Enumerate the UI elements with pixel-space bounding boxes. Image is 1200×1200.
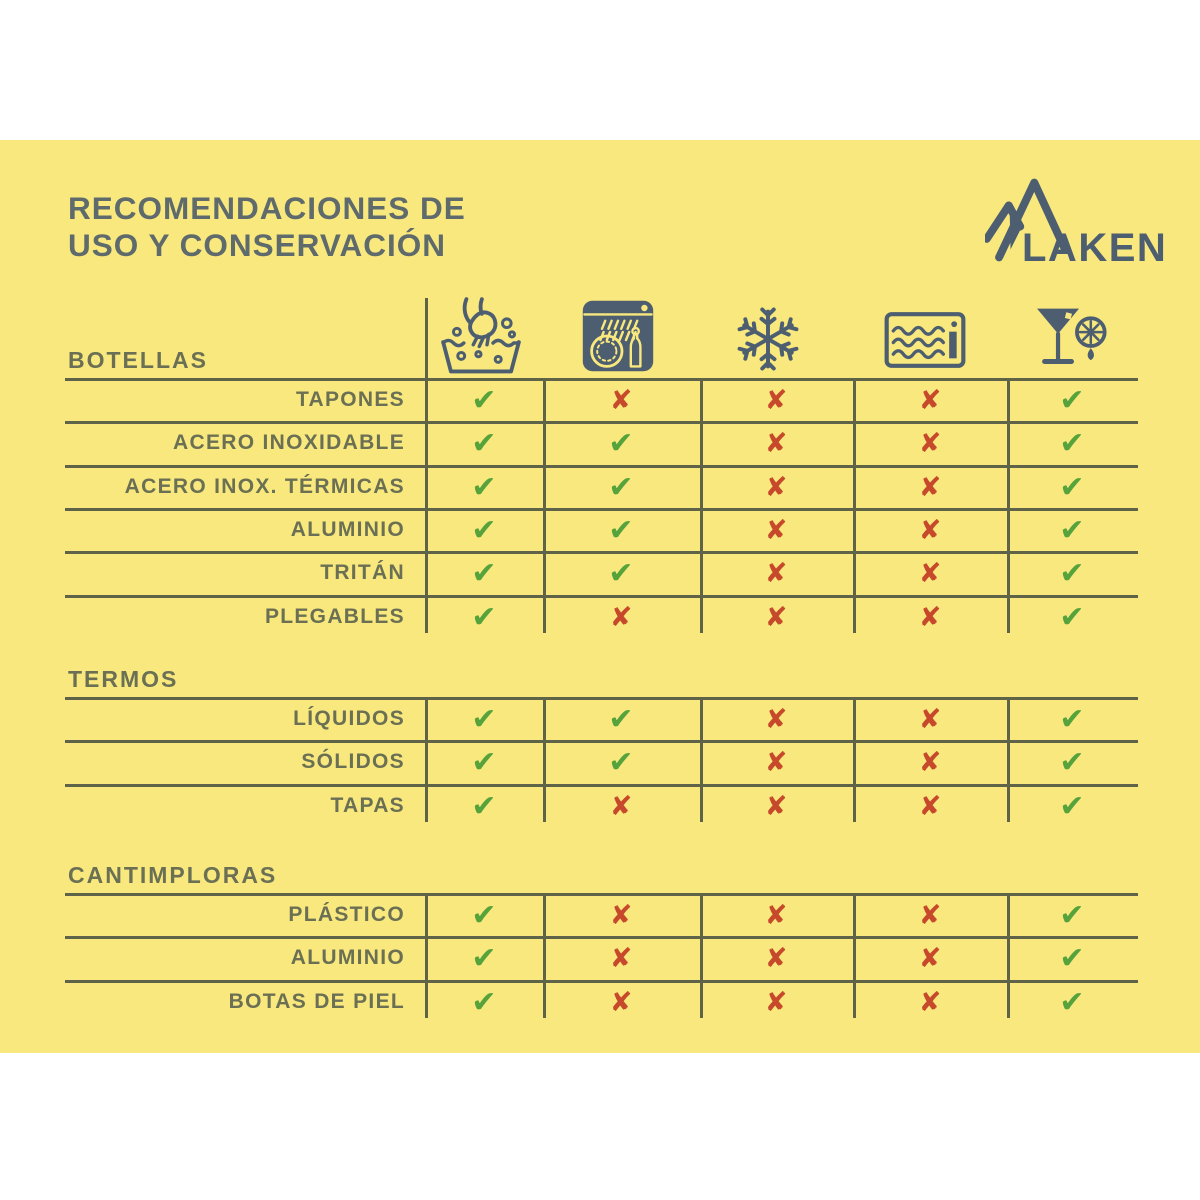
check-mark: ✔ — [608, 556, 634, 592]
cross-mark: ✘ — [918, 385, 942, 416]
cross-mark: ✘ — [764, 601, 788, 633]
column-divider — [425, 298, 428, 378]
check-mark: ✔ — [1059, 383, 1085, 418]
row-label: PLÁSTICO — [288, 903, 405, 926]
cross-mark: ✘ — [918, 471, 942, 503]
section-title: TERMOS — [68, 666, 179, 692]
page-title-line2: USO Y CONSERVACIÓN — [68, 227, 447, 263]
check-mark: ✔ — [471, 512, 497, 548]
column-divider — [1007, 378, 1010, 633]
check-mark: ✔ — [471, 898, 497, 933]
row-label: BOTAS DE PIEL — [228, 989, 405, 1013]
check-mark: ✔ — [471, 788, 497, 824]
row-label: ALUMINIO — [290, 517, 405, 541]
cross-mark: ✘ — [764, 514, 788, 546]
cross-mark: ✘ — [609, 943, 633, 975]
check-mark: ✔ — [1059, 745, 1085, 781]
cross-mark: ✘ — [918, 790, 942, 822]
check-mark: ✔ — [608, 702, 634, 737]
cross-mark: ✘ — [918, 514, 942, 546]
column-divider — [543, 697, 546, 822]
cross-mark: ✘ — [918, 943, 942, 975]
cross-mark: ✘ — [764, 747, 788, 779]
citrus-drink-icon — [1032, 300, 1116, 376]
row-label: TRITÁN — [320, 561, 405, 585]
column-divider — [700, 378, 703, 633]
cross-mark: ✘ — [764, 428, 788, 460]
microwave-icon — [883, 310, 967, 370]
cross-mark: ✘ — [764, 704, 788, 735]
column-divider — [1007, 697, 1010, 822]
column-divider — [425, 378, 428, 633]
check-mark: ✔ — [608, 469, 634, 505]
cross-mark: ✘ — [609, 601, 633, 633]
cross-mark: ✘ — [609, 986, 633, 1018]
cross-mark: ✘ — [764, 900, 788, 931]
freezer-icon — [732, 303, 804, 375]
check-mark: ✔ — [471, 702, 497, 737]
column-divider — [543, 378, 546, 633]
check-mark: ✔ — [1059, 702, 1085, 737]
column-divider — [425, 697, 428, 822]
row-label: TAPONES — [295, 388, 405, 411]
check-mark: ✔ — [608, 426, 634, 462]
row-label: TAPAS — [330, 793, 405, 817]
check-mark: ✔ — [608, 512, 634, 548]
check-mark: ✔ — [471, 941, 497, 977]
section-title: BOTELLAS — [68, 347, 208, 373]
cross-mark: ✘ — [764, 790, 788, 822]
cross-mark: ✘ — [609, 900, 633, 931]
check-mark: ✔ — [1059, 556, 1085, 592]
check-mark: ✔ — [471, 426, 497, 462]
cross-mark: ✘ — [609, 385, 633, 416]
row-label: ACERO INOX. TÉRMICAS — [124, 474, 405, 498]
cross-mark: ✘ — [918, 704, 942, 735]
hand-wash-icon — [438, 294, 524, 380]
brand-logo-text: LAKEN — [1022, 226, 1168, 270]
row-label: ACERO INOXIDABLE — [173, 431, 405, 455]
cross-mark: ✘ — [918, 900, 942, 931]
cross-mark: ✘ — [918, 747, 942, 779]
check-mark: ✔ — [1059, 512, 1085, 548]
page-title-line1: RECOMENDACIONES DE — [68, 190, 466, 226]
check-mark: ✔ — [1059, 469, 1085, 505]
check-mark: ✔ — [471, 599, 497, 635]
row-label: PLEGABLES — [264, 604, 405, 628]
column-divider — [700, 893, 703, 1018]
row-label: ALUMINIO — [290, 946, 405, 970]
check-mark: ✔ — [471, 383, 497, 418]
column-divider — [425, 893, 428, 1018]
column-divider — [853, 893, 856, 1018]
check-mark: ✔ — [471, 556, 497, 592]
cross-mark: ✘ — [764, 943, 788, 975]
check-mark: ✔ — [1059, 984, 1085, 1020]
column-divider — [543, 893, 546, 1018]
column-divider — [1007, 893, 1010, 1018]
check-mark: ✔ — [608, 745, 634, 781]
cross-mark: ✘ — [764, 385, 788, 416]
check-mark: ✔ — [1059, 788, 1085, 824]
check-mark: ✔ — [1059, 599, 1085, 635]
cross-mark: ✘ — [764, 986, 788, 1018]
check-mark: ✔ — [471, 984, 497, 1020]
cross-mark: ✘ — [764, 471, 788, 503]
row-label: SÓLIDOS — [301, 750, 405, 774]
section-title: CANTIMPLORAS — [68, 862, 278, 888]
check-mark: ✔ — [1059, 426, 1085, 462]
row-label: LÍQUIDOS — [293, 707, 405, 730]
page-title — [68, 190, 466, 264]
column-divider — [853, 697, 856, 822]
dishwasher-icon — [578, 296, 658, 376]
column-divider — [853, 378, 856, 633]
check-mark: ✔ — [1059, 941, 1085, 977]
cross-mark: ✘ — [918, 428, 942, 460]
check-mark: ✔ — [1059, 898, 1085, 933]
cross-mark: ✘ — [918, 601, 942, 633]
cross-mark: ✘ — [609, 790, 633, 822]
check-mark: ✔ — [471, 469, 497, 505]
cross-mark: ✘ — [918, 986, 942, 1018]
check-mark: ✔ — [471, 745, 497, 781]
cross-mark: ✘ — [918, 558, 942, 590]
cross-mark: ✘ — [764, 558, 788, 590]
column-divider — [700, 697, 703, 822]
